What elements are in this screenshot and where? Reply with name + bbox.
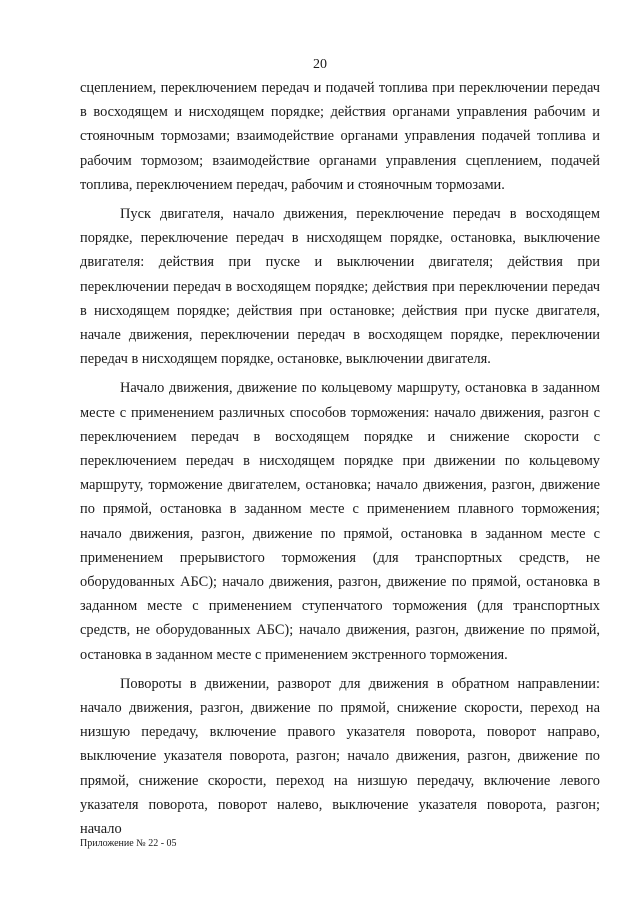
page-footer: Приложение № 22 - 05 xyxy=(80,838,177,849)
paragraph-turns: Повороты в движении, разворот для движения в обратном направлении: начало движения, разгон, движение по прямой, снижение скорости, переход на низшую передачу, включение правого указателя поворота, поворот направо, выключение указателя поворота, разгон; начало движения, разгон, движение по прямой, снижение скорости, переход на низшую передачу, включение левого указателя поворота, поворот налево, выключение указателя поворота, разгон; начало xyxy=(80,675,600,838)
document-body xyxy=(80,76,600,846)
page-number: 20 xyxy=(313,57,327,72)
paragraph-circular-route: Начало движения, движение по кольцевому маршруту, остановка в заданном месте с применением различных способов торможения: начало движения, разгон с переключением передач в восходящем порядке и снижение скорости с переключением передач в нисходящем порядке при движении по кольцевому маршруту, торможение двигателем, остановка; начало движения, разгон, движение по прямой, остановка в заданном месте с применением плавного торможения; начало движения, разгон, движение по прямой, остановка в заданном месте с применением прерывистого торможения (для транспортных средств, не оборудованных АБС); начало движения, разгон, движение по прямой, остановка в заданном месте с применением ступенчатого торможения (для транспортных средств, не оборудованных АБС); начало движения, разгон, движение по прямой, остановка в заданном месте с применением экстренного торможения. xyxy=(80,380,600,663)
paragraph-engine-start: Пуск двигателя, начало движения, переключение передач в восходящем порядке, переключение передач в нисходящем порядке, остановка, выключение двигателя: действия при пуске и выключении двигателя; действия при переключении передач в восходящем порядке; действия при переключении передач в нисходящем порядке; действия при остановке; действия при пуске двигателя, начале движения, переключении передач в восходящем порядке, переключении передач в нисходящем порядке, остановке, выключении двигателя. xyxy=(80,206,600,368)
paragraph-continuation: сцеплением, переключением передач и подачей топлива при переключении передач в восходящем и нисходящем порядке; действия органами управления рабочим и стояночным тормозами; взаимодействие органами управления подачей топлива и рабочим тормозом; взаимодействие органами управления сцеплением, подачей топлива, переключением передач, рабочим и стояночным тормозами. xyxy=(80,80,600,193)
